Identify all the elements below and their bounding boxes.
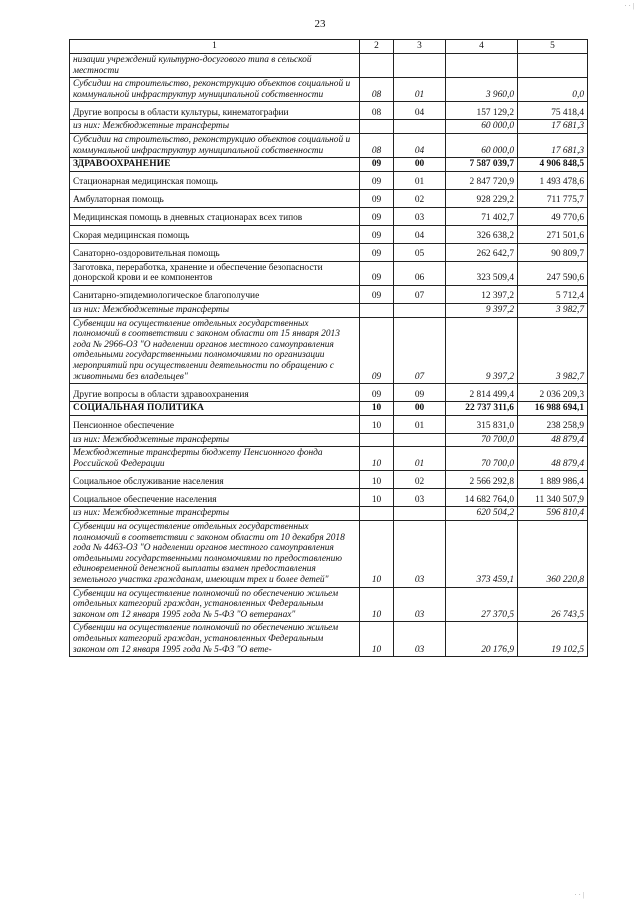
row-name-cell: Субвенции на осуществление отдельных государственных полномочий в соответствии с законом области от 10 декабря 2018 года № 4463-ОЗ "О наделении органов местного самоуправления отдельными государственными полномочиями по предоставлению единовременной денежной выплаты взамен предоставления земельного участка гражданам, имеющим трех и более детей" — [70, 521, 360, 588]
row-section-cell: 08 — [360, 102, 394, 120]
table-row — [70, 225, 588, 243]
row-subsection-cell: 04 — [394, 133, 446, 157]
table-row — [70, 171, 588, 189]
row-name-cell: из них: Межбюджетные трансферты — [70, 507, 360, 521]
row-section-cell: 08 — [360, 78, 394, 102]
row-actual-cell: 596 810,4 — [518, 507, 588, 521]
row-plan-cell: 620 504,2 — [446, 507, 518, 521]
row-section-cell — [360, 303, 394, 317]
table-row — [70, 507, 588, 521]
table-row — [70, 622, 588, 657]
table-row — [70, 120, 588, 134]
table-row — [70, 587, 588, 622]
row-plan-cell: 2 847 720,9 — [446, 171, 518, 189]
row-subsection-cell: 00 — [394, 402, 446, 416]
row-plan-cell: 12 397,2 — [446, 285, 518, 303]
row-plan-cell: 70 700,0 — [446, 433, 518, 447]
row-name-cell: Другие вопросы в области здравоохранения — [70, 384, 360, 402]
row-section-cell: 09 — [360, 317, 394, 384]
table-row — [70, 285, 588, 303]
row-subsection-cell: 06 — [394, 261, 446, 285]
budget-table — [69, 39, 588, 657]
row-subsection-cell — [394, 507, 446, 521]
row-name-cell: Санаторно-оздоровительная помощь — [70, 243, 360, 261]
row-name-cell: из них: Межбюджетные трансферты — [70, 433, 360, 447]
row-name-cell: Социальное обеспечение населения — [70, 489, 360, 507]
row-subsection-cell: 07 — [394, 285, 446, 303]
row-subsection-cell — [394, 120, 446, 134]
row-name-cell: Стационарная медицинская помощь — [70, 171, 360, 189]
row-subsection-cell: 07 — [394, 317, 446, 384]
table-row — [70, 158, 588, 172]
header-cell: 3 — [394, 40, 446, 54]
row-actual-cell: 5 712,4 — [518, 285, 588, 303]
row-section-cell — [360, 120, 394, 134]
row-subsection-cell: 03 — [394, 622, 446, 657]
row-actual-cell: 2 036 209,3 — [518, 384, 588, 402]
row-actual-cell: 711 775,7 — [518, 189, 588, 207]
row-name-cell: Межбюджетные трансферты бюджету Пенсионного фонда Российской Федерации — [70, 447, 360, 471]
row-section-cell: 10 — [360, 489, 394, 507]
row-section-cell: 10 — [360, 471, 394, 489]
table-row — [70, 447, 588, 471]
row-plan-cell: 7 587 039,7 — [446, 158, 518, 172]
header-cell: 4 — [446, 40, 518, 54]
row-plan-cell: 60 000,0 — [446, 120, 518, 134]
table-row — [70, 521, 588, 588]
table-row — [70, 402, 588, 416]
row-plan-cell: 70 700,0 — [446, 447, 518, 471]
table-row — [70, 102, 588, 120]
header-row — [70, 40, 588, 54]
row-actual-cell: 17 681,3 — [518, 120, 588, 134]
row-subsection-cell: 03 — [394, 521, 446, 588]
row-subsection-cell — [394, 433, 446, 447]
row-section-cell: 10 — [360, 622, 394, 657]
table-row — [70, 54, 588, 78]
row-section-cell: 09 — [360, 171, 394, 189]
row-subsection-cell: 05 — [394, 243, 446, 261]
row-subsection-cell: 03 — [394, 587, 446, 622]
row-actual-cell — [518, 54, 588, 78]
row-actual-cell: 271 501,6 — [518, 225, 588, 243]
row-subsection-cell: 01 — [394, 171, 446, 189]
row-section-cell: 09 — [360, 207, 394, 225]
row-actual-cell: 247 590,6 — [518, 261, 588, 285]
row-subsection-cell: 03 — [394, 489, 446, 507]
table-row — [70, 243, 588, 261]
row-name-cell: СОЦИАЛЬНАЯ ПОЛИТИКА — [70, 402, 360, 416]
row-actual-cell: 1 493 478,6 — [518, 171, 588, 189]
header-cell: 2 — [360, 40, 394, 54]
row-name-cell: Скорая медицинская помощь — [70, 225, 360, 243]
row-section-cell: 10 — [360, 521, 394, 588]
row-section-cell: 10 — [360, 402, 394, 416]
row-section-cell: 09 — [360, 384, 394, 402]
row-section-cell: 09 — [360, 158, 394, 172]
row-actual-cell: 26 743,5 — [518, 587, 588, 622]
row-plan-cell: 3 960,0 — [446, 78, 518, 102]
row-name-cell: Медицинская помощь в дневных стационарах всех типов — [70, 207, 360, 225]
footer-mark: · · | — [574, 891, 584, 899]
row-plan-cell: 326 638,2 — [446, 225, 518, 243]
row-section-cell: 10 — [360, 587, 394, 622]
table-row — [70, 471, 588, 489]
row-name-cell: Социальное обслуживание населения — [70, 471, 360, 489]
row-section-cell: 09 — [360, 285, 394, 303]
row-section-cell: 10 — [360, 415, 394, 433]
row-name-cell: Санитарно-эпидемиологическое благополучие — [70, 285, 360, 303]
row-section-cell — [360, 507, 394, 521]
row-plan-cell: 928 229,2 — [446, 189, 518, 207]
table-row — [70, 189, 588, 207]
table-row — [70, 433, 588, 447]
row-actual-cell: 238 258,9 — [518, 415, 588, 433]
row-plan-cell: 373 459,1 — [446, 521, 518, 588]
row-plan-cell: 27 370,5 — [446, 587, 518, 622]
row-plan-cell: 2 814 499,4 — [446, 384, 518, 402]
row-actual-cell: 1 889 986,4 — [518, 471, 588, 489]
row-plan-cell: 71 402,7 — [446, 207, 518, 225]
row-name-cell: низации учреждений культурно-досугового типа в сельской местности — [70, 54, 360, 78]
row-actual-cell: 0,0 — [518, 78, 588, 102]
table-row — [70, 207, 588, 225]
row-plan-cell: 2 566 292,8 — [446, 471, 518, 489]
row-subsection-cell: 09 — [394, 384, 446, 402]
row-name-cell: Субсидии на строительство, реконструкцию объектов социальной и коммунальной инфраструктур муниципальной собственности — [70, 78, 360, 102]
row-plan-cell: 14 682 764,0 — [446, 489, 518, 507]
row-subsection-cell: 04 — [394, 225, 446, 243]
row-plan-cell — [446, 54, 518, 78]
row-subsection-cell: 01 — [394, 447, 446, 471]
row-plan-cell: 323 509,4 — [446, 261, 518, 285]
row-name-cell: из них: Межбюджетные трансферты — [70, 303, 360, 317]
row-name-cell: Амбулаторная помощь — [70, 189, 360, 207]
row-subsection-cell: 01 — [394, 415, 446, 433]
row-section-cell: 08 — [360, 133, 394, 157]
row-section-cell: 10 — [360, 447, 394, 471]
row-plan-cell: 315 831,0 — [446, 415, 518, 433]
row-subsection-cell: 04 — [394, 102, 446, 120]
header-cell: 5 — [518, 40, 588, 54]
row-plan-cell: 9 397,2 — [446, 303, 518, 317]
row-actual-cell: 48 879,4 — [518, 447, 588, 471]
row-actual-cell: 48 879,4 — [518, 433, 588, 447]
row-plan-cell: 9 397,2 — [446, 317, 518, 384]
row-name-cell: ЗДРАВООХРАНЕНИЕ — [70, 158, 360, 172]
table-row — [70, 415, 588, 433]
row-actual-cell: 49 770,6 — [518, 207, 588, 225]
row-subsection-cell: 03 — [394, 207, 446, 225]
row-name-cell: Субвенции на осуществление отдельных государственных полномочий в соответствии с законом области от 15 января 2013 года № 2966-ОЗ "О наделении органов местного самоуправления отдельными государственными полномочиями по организации мероприятий при осуществлении деятельности по обращению с животными без владельцев" — [70, 317, 360, 384]
row-subsection-cell — [394, 303, 446, 317]
table-row — [70, 317, 588, 384]
page-number: 23 — [314, 18, 326, 30]
row-actual-cell: 17 681,3 — [518, 133, 588, 157]
row-actual-cell: 75 418,4 — [518, 102, 588, 120]
table-row — [70, 78, 588, 102]
corner-mark: · · | — [624, 2, 634, 10]
row-subsection-cell: 01 — [394, 78, 446, 102]
row-actual-cell: 4 906 848,5 — [518, 158, 588, 172]
row-name-cell: Пенсионное обеспечение — [70, 415, 360, 433]
table-row — [70, 261, 588, 285]
row-actual-cell: 19 102,5 — [518, 622, 588, 657]
row-subsection-cell — [394, 54, 446, 78]
row-name-cell: Другие вопросы в области культуры, кинематографии — [70, 102, 360, 120]
row-plan-cell: 20 176,9 — [446, 622, 518, 657]
budget-table-body — [70, 40, 588, 657]
row-name-cell: Заготовка, переработка, хранение и обеспечение безопасности донорской крови и ее компонентов — [70, 261, 360, 285]
row-plan-cell: 22 737 311,6 — [446, 402, 518, 416]
row-section-cell: 09 — [360, 225, 394, 243]
row-plan-cell: 157 129,2 — [446, 102, 518, 120]
header-cell: 1 — [70, 40, 360, 54]
row-actual-cell: 3 982,7 — [518, 317, 588, 384]
table-row — [70, 384, 588, 402]
row-actual-cell: 16 988 694,1 — [518, 402, 588, 416]
row-name-cell: из них: Межбюджетные трансферты — [70, 120, 360, 134]
row-plan-cell: 60 000,0 — [446, 133, 518, 157]
row-section-cell — [360, 433, 394, 447]
row-name-cell: Субвенции на осуществление полномочий по обеспечению жильем отдельных категорий граждан, установленных Федеральным законом от 12 января 1995 года № 5-ФЗ "О вете- — [70, 622, 360, 657]
row-subsection-cell: 02 — [394, 189, 446, 207]
table-row — [70, 303, 588, 317]
row-name-cell: Субсидии на строительство, реконструкцию объектов социальной и коммунальной инфраструктур муниципальной собственности — [70, 133, 360, 157]
row-section-cell — [360, 54, 394, 78]
row-plan-cell: 262 642,7 — [446, 243, 518, 261]
row-actual-cell: 3 982,7 — [518, 303, 588, 317]
row-name-cell: Субвенции на осуществление полномочий по обеспечению жильем отдельных категорий граждан, установленных Федеральным законом от 12 января 1995 года № 5-ФЗ "О ветеранах" — [70, 587, 360, 622]
row-section-cell: 09 — [360, 243, 394, 261]
row-actual-cell: 11 340 507,9 — [518, 489, 588, 507]
row-subsection-cell: 00 — [394, 158, 446, 172]
row-subsection-cell: 02 — [394, 471, 446, 489]
row-section-cell: 09 — [360, 261, 394, 285]
row-actual-cell: 360 220,8 — [518, 521, 588, 588]
row-actual-cell: 90 809,7 — [518, 243, 588, 261]
table-row — [70, 489, 588, 507]
row-section-cell: 09 — [360, 189, 394, 207]
table-row — [70, 133, 588, 157]
